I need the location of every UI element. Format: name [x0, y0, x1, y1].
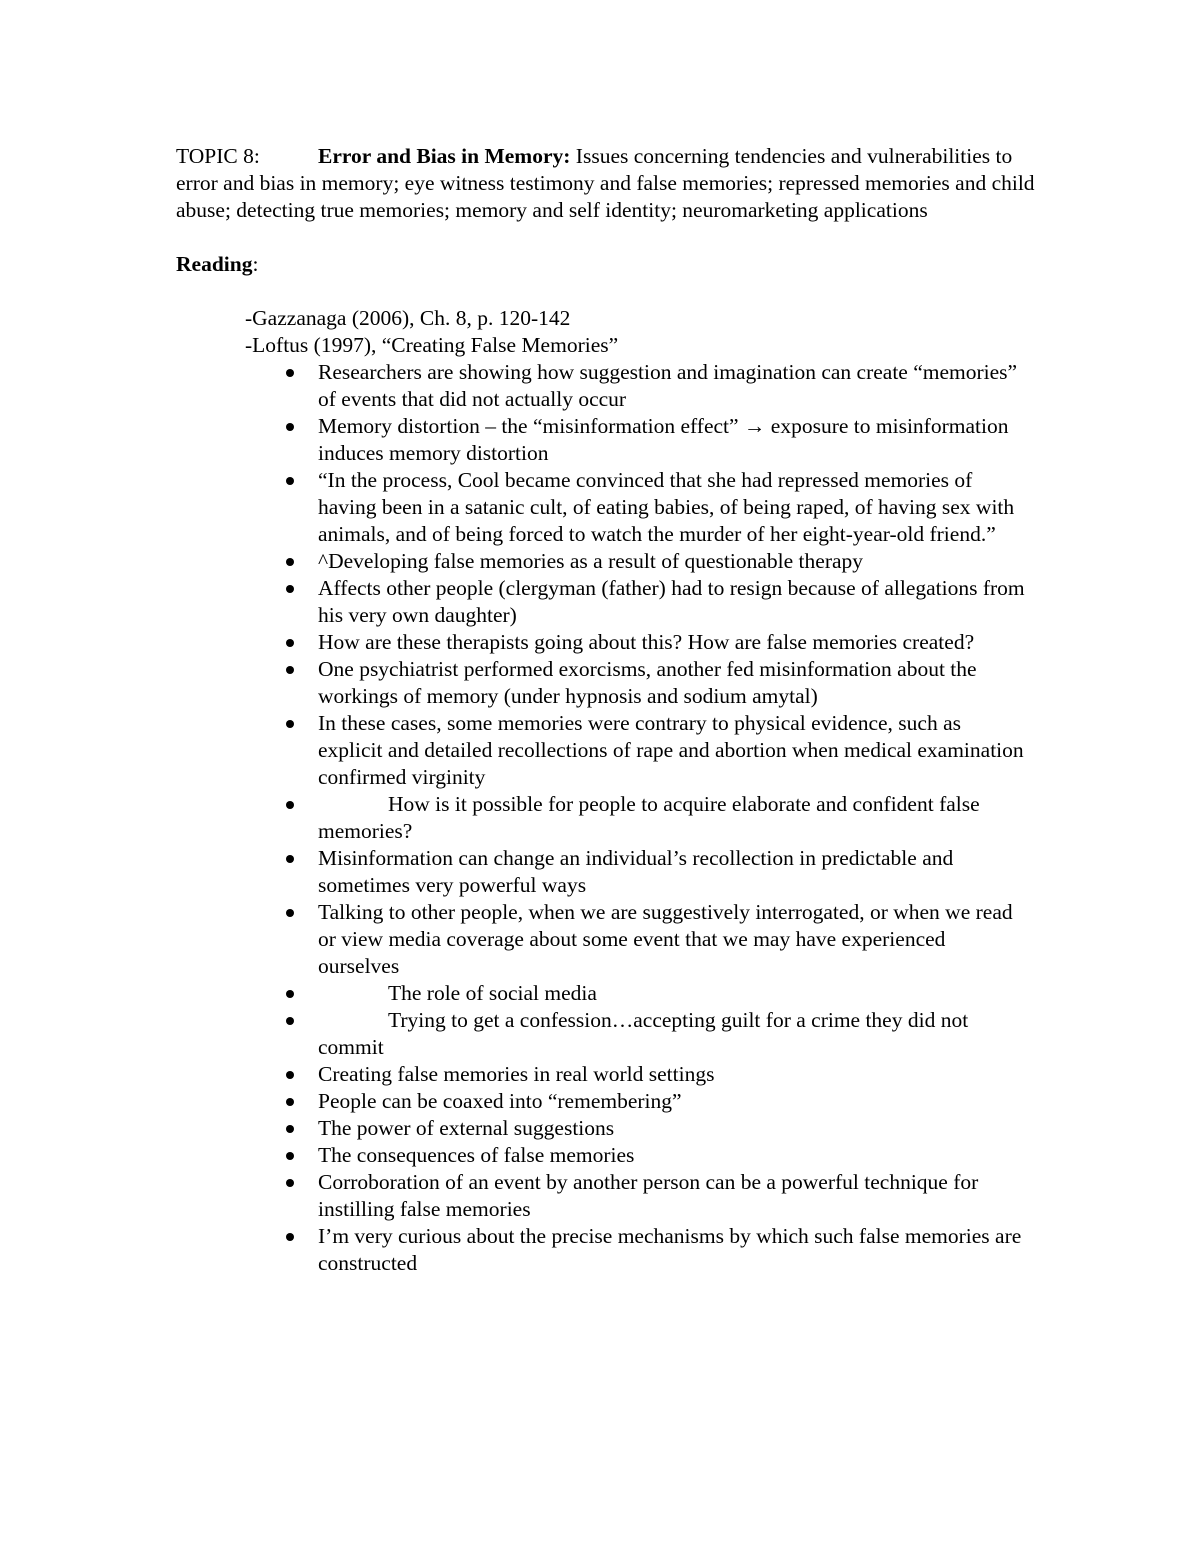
bullet-dot-icon — [286, 1125, 294, 1133]
bullet-text: ^Developing false memories as a result of questionable therapy — [318, 549, 864, 573]
bullet-dot-icon — [286, 1152, 294, 1160]
bullet-dot-icon — [286, 1233, 294, 1241]
bullet-text: Misinformation can change an individual’s recollection in predictable and sometimes very powerful ways — [318, 846, 954, 897]
bullet-text: One psychiatrist performed exorcisms, another fed misinformation about the workings of memory (under hypnosis and sodium amytal) — [318, 657, 977, 708]
bullet-dot-icon — [286, 801, 294, 809]
bullet-item — [318, 548, 1036, 575]
bullet-text: Researchers are showing how suggestion and imagination can create “memories” of events that did not actually occur — [318, 360, 1018, 411]
bullet-item — [318, 575, 1036, 629]
notes-bullet-list — [176, 359, 1036, 1277]
bullet-text: Corroboration of an event by another person can be a powerful technique for instilling false memories — [318, 1170, 979, 1221]
bullet-item — [318, 1061, 1036, 1088]
bullet-item — [318, 413, 1036, 467]
bullet-dot-icon — [286, 585, 294, 593]
bullet-text: The power of external suggestions — [318, 1116, 615, 1140]
bullet-item — [318, 656, 1036, 710]
bullet-dot-icon — [286, 1179, 294, 1187]
bullet-item — [318, 467, 1036, 548]
bullet-item — [318, 791, 1036, 845]
bullet-dot-icon — [286, 423, 294, 431]
bullet-dot-icon — [286, 1071, 294, 1079]
bullet-item — [318, 1115, 1036, 1142]
topic-description: Issues concerning tendencies and vulnerabilities to error and bias in memory; eye witness testimony and false memories; repressed memories and child abuse; detecting true memories; memory and self identity; neuromarketing applications — [176, 144, 1035, 222]
bullet-item — [318, 899, 1036, 980]
bullet-item — [318, 629, 1036, 656]
bullet-dot-icon — [286, 1098, 294, 1106]
bullet-text: How is it possible for people to acquire elaborate and confident false memories? — [318, 792, 980, 843]
bullet-item — [318, 980, 1036, 1007]
bullet-text: The role of social media — [388, 981, 597, 1005]
bullet-text: People can be coaxed into “remembering” — [318, 1089, 682, 1113]
bullet-item — [318, 1142, 1036, 1169]
bullet-dot-icon — [286, 666, 294, 674]
bullet-text: I’m very curious about the precise mechanisms by which such false memories are constructed — [318, 1224, 1022, 1275]
reading-heading-text: Reading — [176, 252, 253, 276]
bullet-text: Creating false memories in real world settings — [318, 1062, 715, 1086]
bullet-item — [318, 1007, 1036, 1061]
bullet-text: Affects other people (clergyman (father) had to resign because of allegations from his very own daughter) — [318, 576, 1025, 627]
bullet-dot-icon — [286, 639, 294, 647]
reference-loftus: -Loftus (1997), “Creating False Memories” — [245, 333, 619, 357]
bullet-dot-icon — [286, 477, 294, 485]
reading-references — [176, 305, 1036, 359]
bullet-dot-icon — [286, 369, 294, 377]
bullet-dot-icon — [286, 855, 294, 863]
bullet-item — [318, 710, 1036, 791]
bullet-item — [318, 1169, 1036, 1223]
topic-title: Error and Bias in Memory: — [318, 144, 571, 168]
bullet-item — [318, 845, 1036, 899]
reading-heading-colon: : — [252, 252, 259, 276]
bullet-text: Trying to get a confession…accepting guilt for a crime they did not commit — [318, 1008, 969, 1059]
bullet-dot-icon — [286, 558, 294, 566]
bullet-item — [318, 1223, 1036, 1277]
reference-gazzanaga: -Gazzanaga (2006), Ch. 8, p. 120-142 — [245, 306, 571, 330]
bullet-text: How are these therapists going about this? How are false memories created? — [318, 630, 975, 654]
bullet-dot-icon — [286, 990, 294, 998]
bullet-item — [318, 1088, 1036, 1115]
bullet-text: Memory distortion – the “misinformation effect” → exposure to misinformation induces memory distortion — [318, 414, 1009, 465]
bullet-text: Talking to other people, when we are suggestively interrogated, or when we read or view media coverage about some event that we may have experienced ourselves — [318, 900, 1013, 978]
topic-paragraph — [176, 143, 1036, 224]
bullet-dot-icon — [286, 1017, 294, 1025]
bullet-text: In these cases, some memories were contrary to physical evidence, such as explicit and detailed recollections of rape and abortion when medical examination confirmed virginity — [318, 711, 1024, 789]
bullet-dot-icon — [286, 909, 294, 917]
topic-label: TOPIC 8: — [176, 144, 260, 168]
bullet-text: The consequences of false memories — [318, 1143, 635, 1167]
bullet-text: “In the process, Cool became convinced that she had repressed memories of having been in a satanic cult, of eating babies, of being raped, of having sex with animals, and of being forced to watch the murder of her eight-year-old friend.” — [318, 468, 1015, 546]
bullet-item — [318, 359, 1036, 413]
reading-heading — [176, 251, 1036, 278]
bullet-dot-icon — [286, 720, 294, 728]
document-page — [176, 143, 1036, 1277]
